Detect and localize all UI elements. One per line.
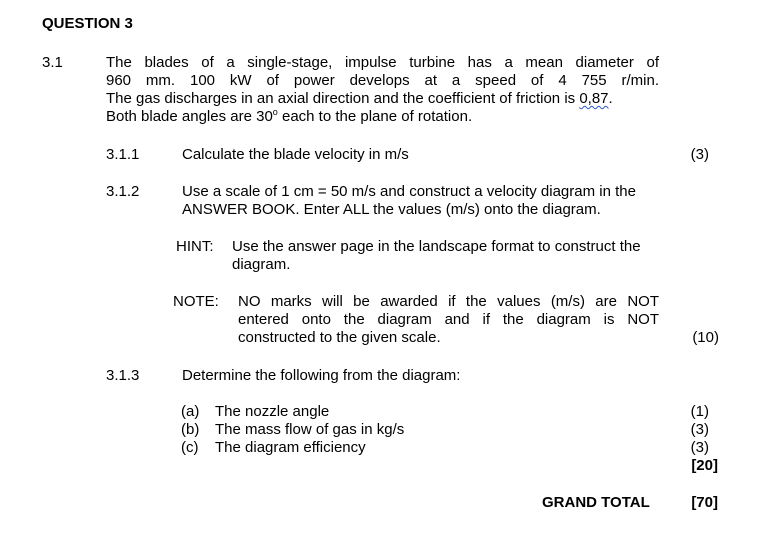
- item-b-marks: (3): [690, 421, 709, 438]
- item-a-marks: (1): [690, 403, 709, 420]
- note-line-1: NO marks will be awarded if the values (m/s) are NOT: [238, 293, 659, 310]
- question-heading: QUESTION 3: [42, 15, 133, 32]
- hint-line-1: Use the answer page in the landscape format to construct the: [232, 238, 641, 255]
- note-line-2: entered onto the diagram and if the diagram is NOT: [238, 311, 659, 328]
- hint-line-2: diagram.: [232, 256, 291, 273]
- q31-line-4-rest: each to the plane of rotation.: [277, 108, 473, 125]
- grand-total-label: GRAND TOTAL: [542, 494, 650, 511]
- friction-coefficient: 0,87: [579, 90, 609, 107]
- q31-line-1: The blades of a single-stage, impulse turbine has a mean diameter of: [106, 54, 659, 71]
- question-number-3-1: 3.1: [42, 54, 63, 71]
- q312-line-1: Use a scale of 1 cm = 50 m/s and construct a velocity diagram in the: [182, 183, 636, 200]
- hint-label: HINT:: [176, 238, 214, 255]
- item-a-text: The nozzle angle: [215, 403, 330, 420]
- question-number-3-1-3: 3.1.3: [106, 367, 140, 384]
- grand-total-value: [70]: [691, 494, 718, 511]
- item-a-label: (a): [181, 403, 200, 420]
- q312-line-2: ANSWER BOOK. Enter ALL the values (m/s) onto the diagram.: [182, 201, 601, 218]
- q31-line-2: 960 mm. 100 kW of power develops at a speed of 4 755 r/min.: [106, 72, 659, 89]
- q313-text: Determine the following from the diagram:: [182, 367, 461, 384]
- q311-text: Calculate the blade velocity in m/s: [182, 146, 409, 163]
- q31-line-3: [106, 90, 613, 108]
- item-c-label: (c): [181, 439, 199, 456]
- question-number-3-1-1: 3.1.1: [106, 146, 140, 163]
- item-c-text: The diagram efficiency: [215, 439, 366, 456]
- q31-line-3-text: The gas discharges in an axial direction and the coefficient of friction is: [106, 90, 580, 107]
- question-number-3-1-2: 3.1.2: [106, 183, 140, 200]
- q311-marks: (3): [690, 146, 709, 163]
- q31-line-4: [106, 108, 472, 126]
- note-label: NOTE:: [173, 293, 219, 310]
- note-line-3: constructed to the given scale.: [238, 329, 441, 346]
- item-b-text: The mass flow of gas in kg/s: [215, 421, 405, 438]
- q312-marks: (10): [692, 329, 719, 346]
- item-b-label: (b): [181, 421, 200, 438]
- q31-line-3-period: .: [608, 90, 613, 107]
- q31-line-4-text: Both blade angles are 30: [106, 108, 273, 125]
- degree-superscript: o: [272, 107, 278, 117]
- question-subtotal: [20]: [691, 457, 718, 474]
- item-c-marks: (3): [690, 439, 709, 456]
